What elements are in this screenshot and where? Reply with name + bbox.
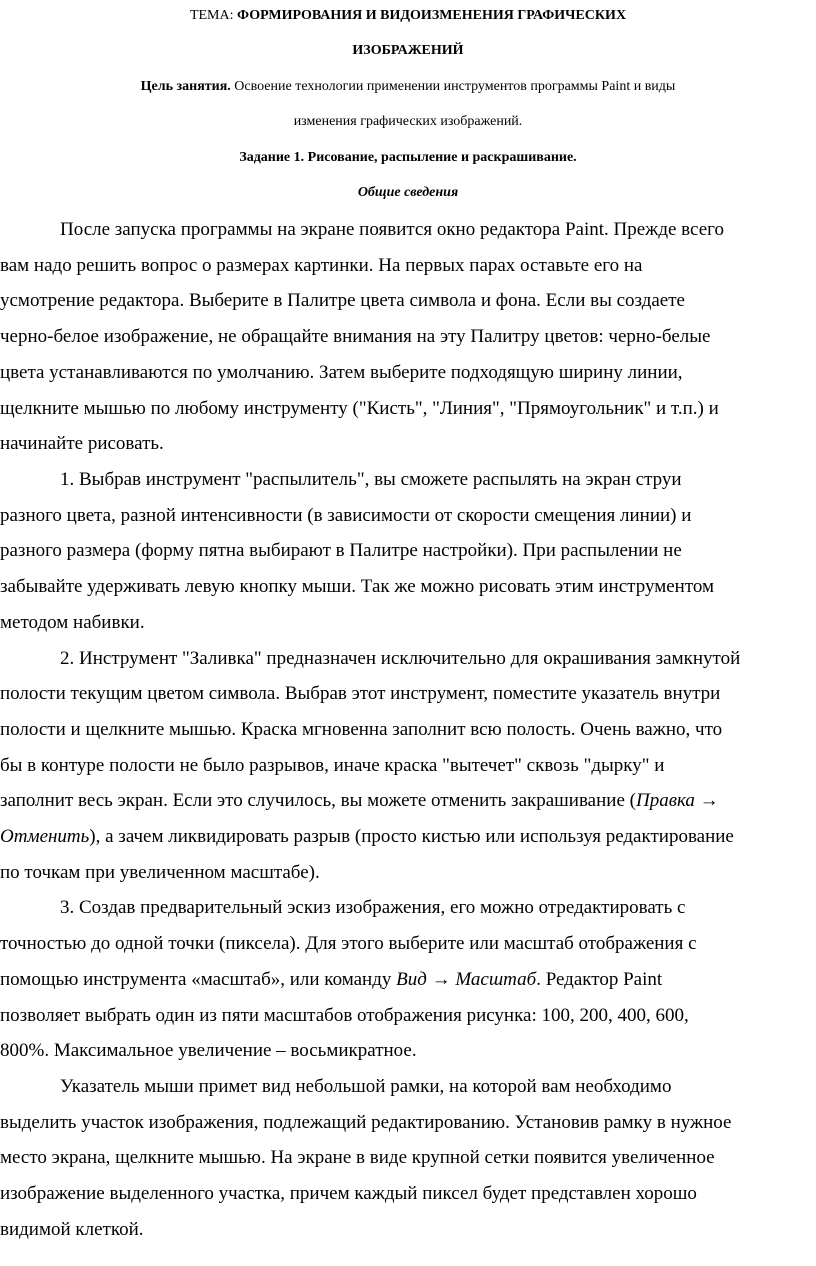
p3-line: точностью до одной точки (пиксела). Для этого выберите или масштаб отображения с bbox=[0, 933, 697, 954]
p4-line: место экрана, щелкните мышью. На экране в виде крупной сетки появится увеличенное bbox=[0, 1147, 715, 1168]
p2-text: ), а зачем ликвидировать разрыв (просто кистью или используя редактирование bbox=[89, 826, 734, 847]
goal-label: Цель занятия. bbox=[140, 79, 231, 94]
p3-text: . Редактор Paint bbox=[536, 969, 663, 990]
section-title: Общие сведения bbox=[357, 185, 459, 200]
p2-line: 2. Инструмент "Заливка" предназначен исключительно для окрашивания замкнутой bbox=[60, 648, 741, 669]
p4-line: Указатель мыши примет вид небольшой рамки, на которой вам необходимо bbox=[60, 1076, 672, 1097]
p2-line: полости текущим цветом символа. Выбрав этот инструмент, поместите указатель внутри bbox=[0, 683, 721, 704]
goal-line1 bbox=[0, 76, 816, 98]
p4-line: видимой клеткой. bbox=[0, 1219, 144, 1240]
p3-line: 800%. Максимальное увеличение – восьмикратное. bbox=[0, 1040, 417, 1061]
menu-path-undo: Отменить bbox=[0, 826, 90, 847]
goal-text-line2: изменения графических изображений. bbox=[293, 114, 523, 129]
task-title: Задание 1. Рисование, распыление и раскрашивание. bbox=[239, 150, 577, 165]
intro-line: начинайте рисовать. bbox=[0, 433, 164, 454]
p2-line: бы в контуре полости не было разрывов, иначе краска "вытечет" сквозь "дырку" и bbox=[0, 755, 665, 776]
goal-text-line1: Освоение технологии применении инструментов программы Paint и виды bbox=[234, 79, 676, 94]
p1-line: разного цвета, разной интенсивности (в зависимости от скорости смещения линии) и bbox=[0, 505, 692, 526]
p3-line: 3. Создав предварительный эскиз изображения, его можно отредактировать с bbox=[60, 897, 686, 918]
topic-title-line2: ИЗОБРАЖЕНИЙ bbox=[352, 43, 464, 58]
p3-line: позволяет выбрать один из пяти масштабов отображения рисунка: 100, 200, 400, 600, bbox=[0, 1005, 689, 1026]
intro-line: черно-белое изображение, не обращайте внимания на эту Палитру цветов: черно-белые bbox=[0, 326, 711, 347]
p1-line: разного размера (форму пятна выбирают в Палитре настройки). При распылении не bbox=[0, 540, 682, 561]
p3-text: помощью инструмента «масштаб», или команду bbox=[0, 969, 397, 990]
intro-line: вам надо решить вопрос о размерах картинки. На первых парах оставьте его на bbox=[0, 255, 643, 276]
p2-line: по точкам при увеличенном масштабе). bbox=[0, 862, 320, 883]
menu-path-zoom: Вид → Масштаб bbox=[396, 969, 537, 990]
intro-line: усмотрение редактора. Выберите в Палитре цвета символа и фона. Если вы создаете bbox=[0, 290, 685, 311]
intro-line: После запуска программы на экране появится окно редактора Paint. Прежде всего bbox=[60, 219, 724, 240]
intro-line: цвета устанавливаются по умолчанию. Затем выберите подходящую ширину линии, bbox=[0, 362, 683, 383]
p3-line bbox=[0, 969, 662, 991]
p1-line: забывайте удерживать левую кнопку мыши. Так же можно рисовать этим инструментом bbox=[0, 576, 715, 597]
p2-line bbox=[0, 790, 719, 812]
p1-line: методом набивки. bbox=[0, 612, 145, 633]
p4-line: выделить участок изображения, подлежащий редактированию. Установив рамку в нужное bbox=[0, 1112, 732, 1133]
topic-heading bbox=[0, 5, 816, 27]
intro-line: щелкните мышью по любому инструменту ("Кисть", "Линия", "Прямоугольник" и т.п.) и bbox=[0, 398, 719, 419]
topic-title-line1: ФОРМИРОВАНИЯ И ВИДОИЗМЕНЕНИЯ ГРАФИЧЕСКИХ bbox=[237, 8, 627, 23]
p2-text: заполнит весь экран. Если это случилось, вы можете отменить закрашивание ( bbox=[0, 790, 636, 811]
p2-line: полости и щелкните мышью. Краска мгновенна заполнит всю полость. Очень важно, что bbox=[0, 719, 723, 740]
menu-path-edit: Правка → bbox=[635, 790, 719, 811]
topic-label: ТЕМА: bbox=[189, 8, 234, 23]
p1-line: 1. Выбрав инструмент "распылитель", вы сможете распылять на экран струи bbox=[60, 469, 682, 490]
p4-line: изображение выделенного участка, причем каждый пиксел будет представлен хорошо bbox=[0, 1183, 697, 1204]
p2-line bbox=[0, 826, 734, 848]
